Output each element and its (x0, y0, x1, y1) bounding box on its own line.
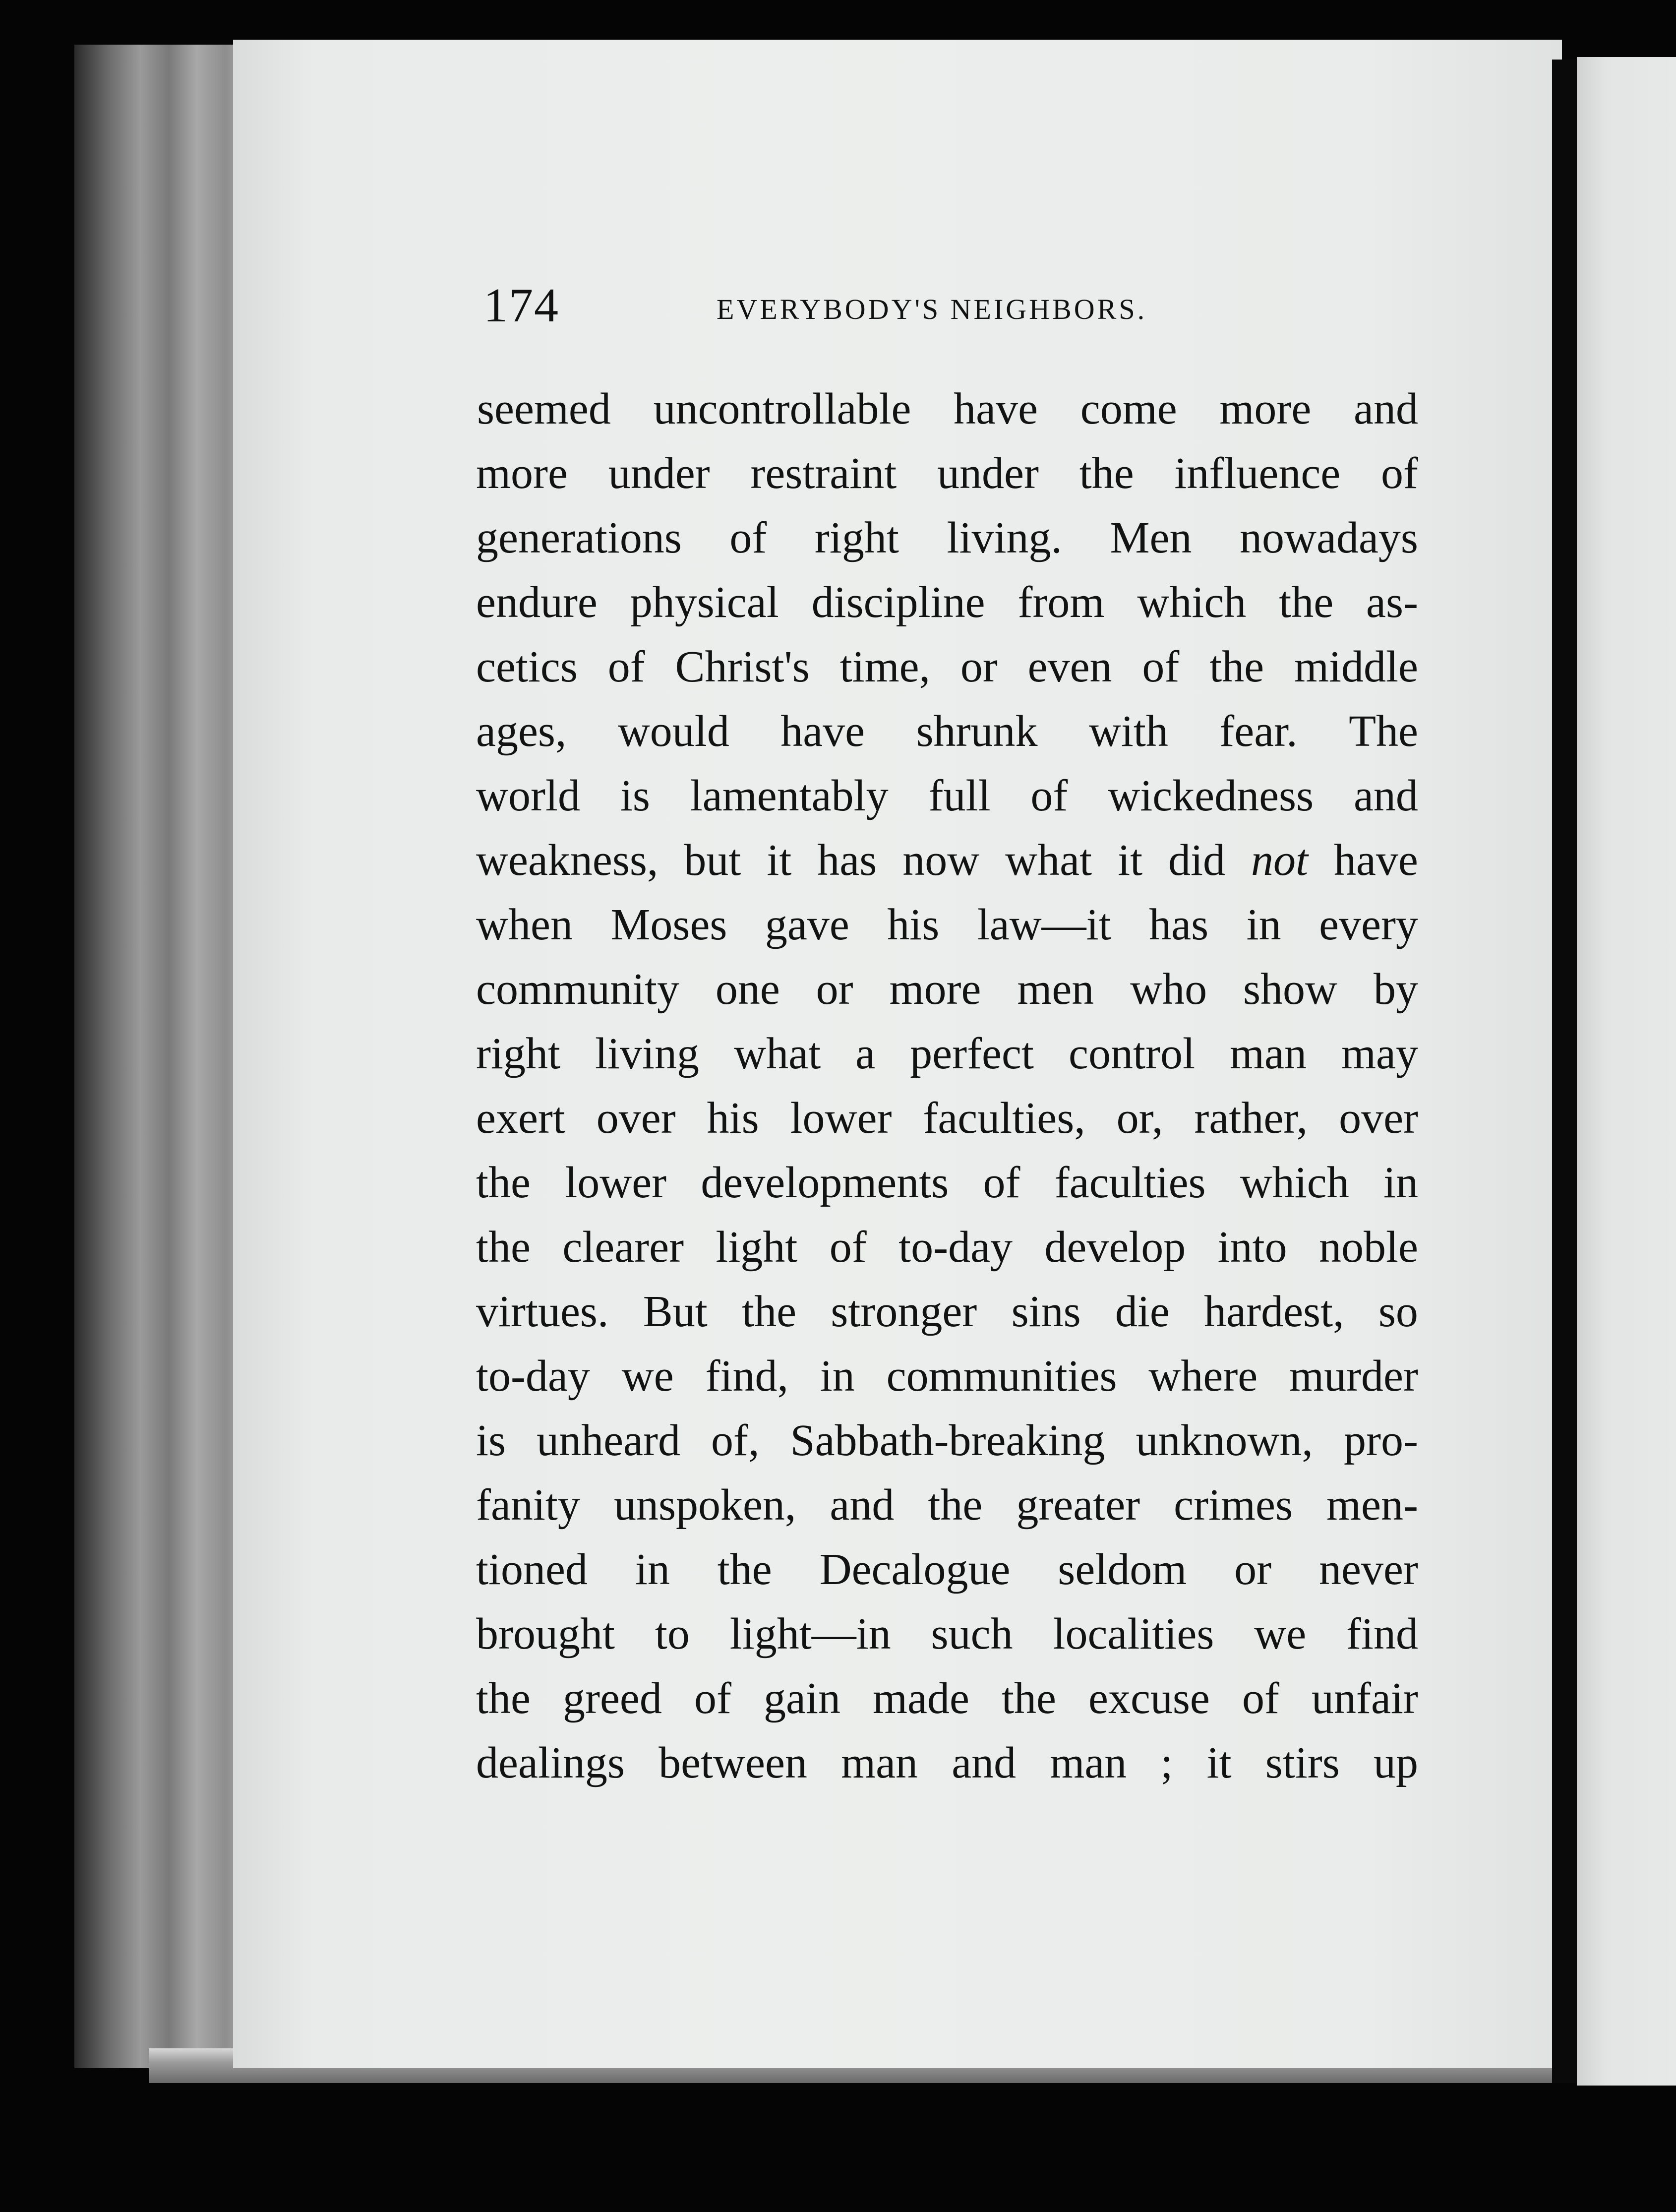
book-gutter (1552, 60, 1577, 2083)
text-line: generations of right living. Men nowadays (476, 513, 1418, 562)
text-line: the greed of gain made the excuse of unfair (476, 1674, 1418, 1723)
text-line: the clearer light of to-day develop into noble (476, 1223, 1418, 1272)
text-line: is unheard of, Sabbath-breaking unknown, pro- (476, 1416, 1418, 1465)
text-line: community one or more men who show by (476, 965, 1418, 1014)
text-line: tioned in the Decalogue seldom or never (476, 1545, 1418, 1594)
text-line: endure physical discipline from which the as- (476, 578, 1418, 627)
text-line: to-day we find, in communities where murder (476, 1352, 1418, 1401)
running-title: EVERYBODY'S NEIGHBORS. (717, 293, 1147, 325)
text-line: dealings between man and man ; it stirs up (476, 1738, 1418, 1787)
body-text (476, 377, 1418, 1795)
text-line: the lower developments of faculties which in (476, 1158, 1418, 1207)
text-line: world is lamentably full of wickedness and (476, 771, 1418, 820)
text-line: exert over his lower faculties, or, rather, over (476, 1094, 1418, 1143)
text-line: virtues. But the stronger sins die hardest, so (476, 1287, 1418, 1336)
text-line: ages, would have shrunk with fear. The (476, 707, 1418, 756)
facing-page-edge (1577, 57, 1676, 2086)
running-head (483, 278, 1197, 342)
text-line: right living what a perfect control man may (476, 1029, 1418, 1078)
text-line: more under restraint under the influence of (476, 449, 1418, 498)
text-line: weakness, but it has now what it did not have (476, 836, 1418, 885)
page-number: 174 (483, 279, 559, 332)
text-line: when Moses gave his law—it has in every (476, 900, 1418, 949)
text-line: fanity unspoken, and the greater crimes men- (476, 1480, 1418, 1530)
text-line: cetics of Christ's time, or even of the middle (476, 642, 1418, 691)
text-line: seemed uncontrollable have come more and (477, 384, 1418, 433)
text-line: brought to light—in such localities we find (476, 1609, 1418, 1659)
